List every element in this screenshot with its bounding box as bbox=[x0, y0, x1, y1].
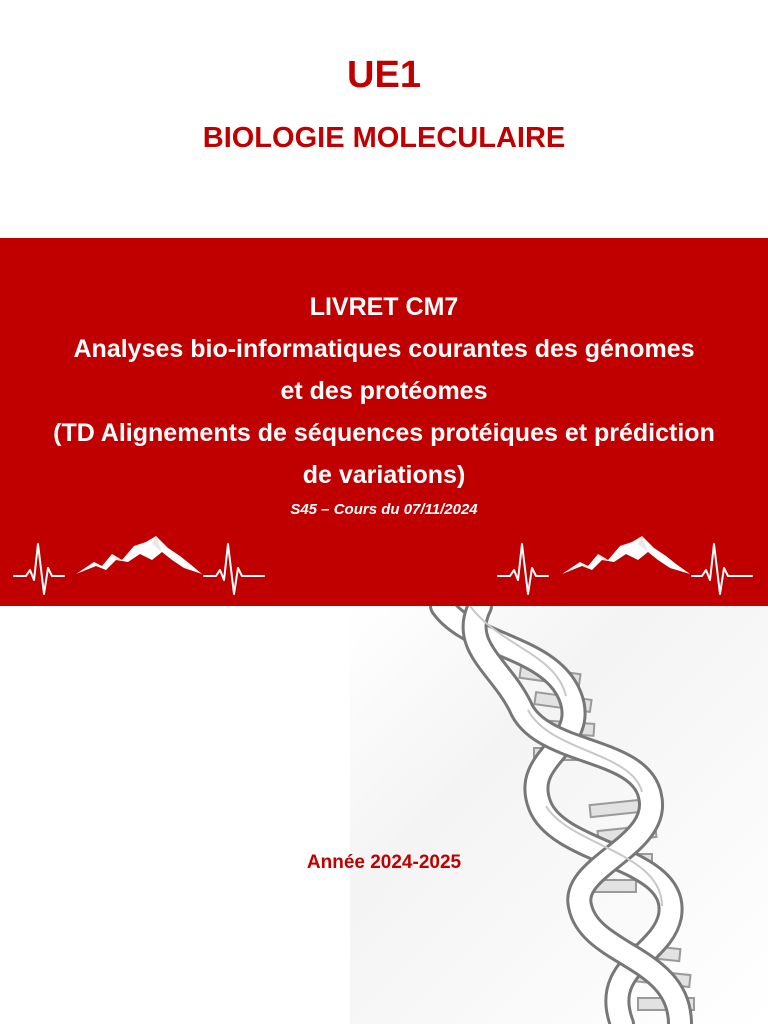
session-date: S45 – Cours du 07/11/2024 bbox=[290, 501, 478, 518]
course-title-line-2: et des protéomes bbox=[280, 377, 488, 405]
banner-text-block bbox=[10, 286, 758, 524]
document-title: UE1 bbox=[347, 54, 421, 96]
course-subtitle-line-2: de variations) bbox=[302, 461, 466, 489]
course-subtitle-line-1: (TD Alignements de séquences protéiques et prédiction bbox=[53, 419, 715, 447]
dna-helix-illustration bbox=[350, 606, 768, 1024]
title-banner bbox=[0, 238, 768, 606]
course-title-line-1: Analyses bio-informatiques courantes des génomes bbox=[73, 335, 695, 363]
document-subtitle: BIOLOGIE MOLECULAIRE bbox=[202, 122, 566, 154]
booklet-title: LIVRET CM7 bbox=[309, 293, 459, 321]
heartbeat-mountain-icon bbox=[496, 530, 756, 602]
academic-year: Année 2024-2025 bbox=[306, 852, 462, 873]
heartbeat-mountain-icon bbox=[12, 530, 272, 602]
